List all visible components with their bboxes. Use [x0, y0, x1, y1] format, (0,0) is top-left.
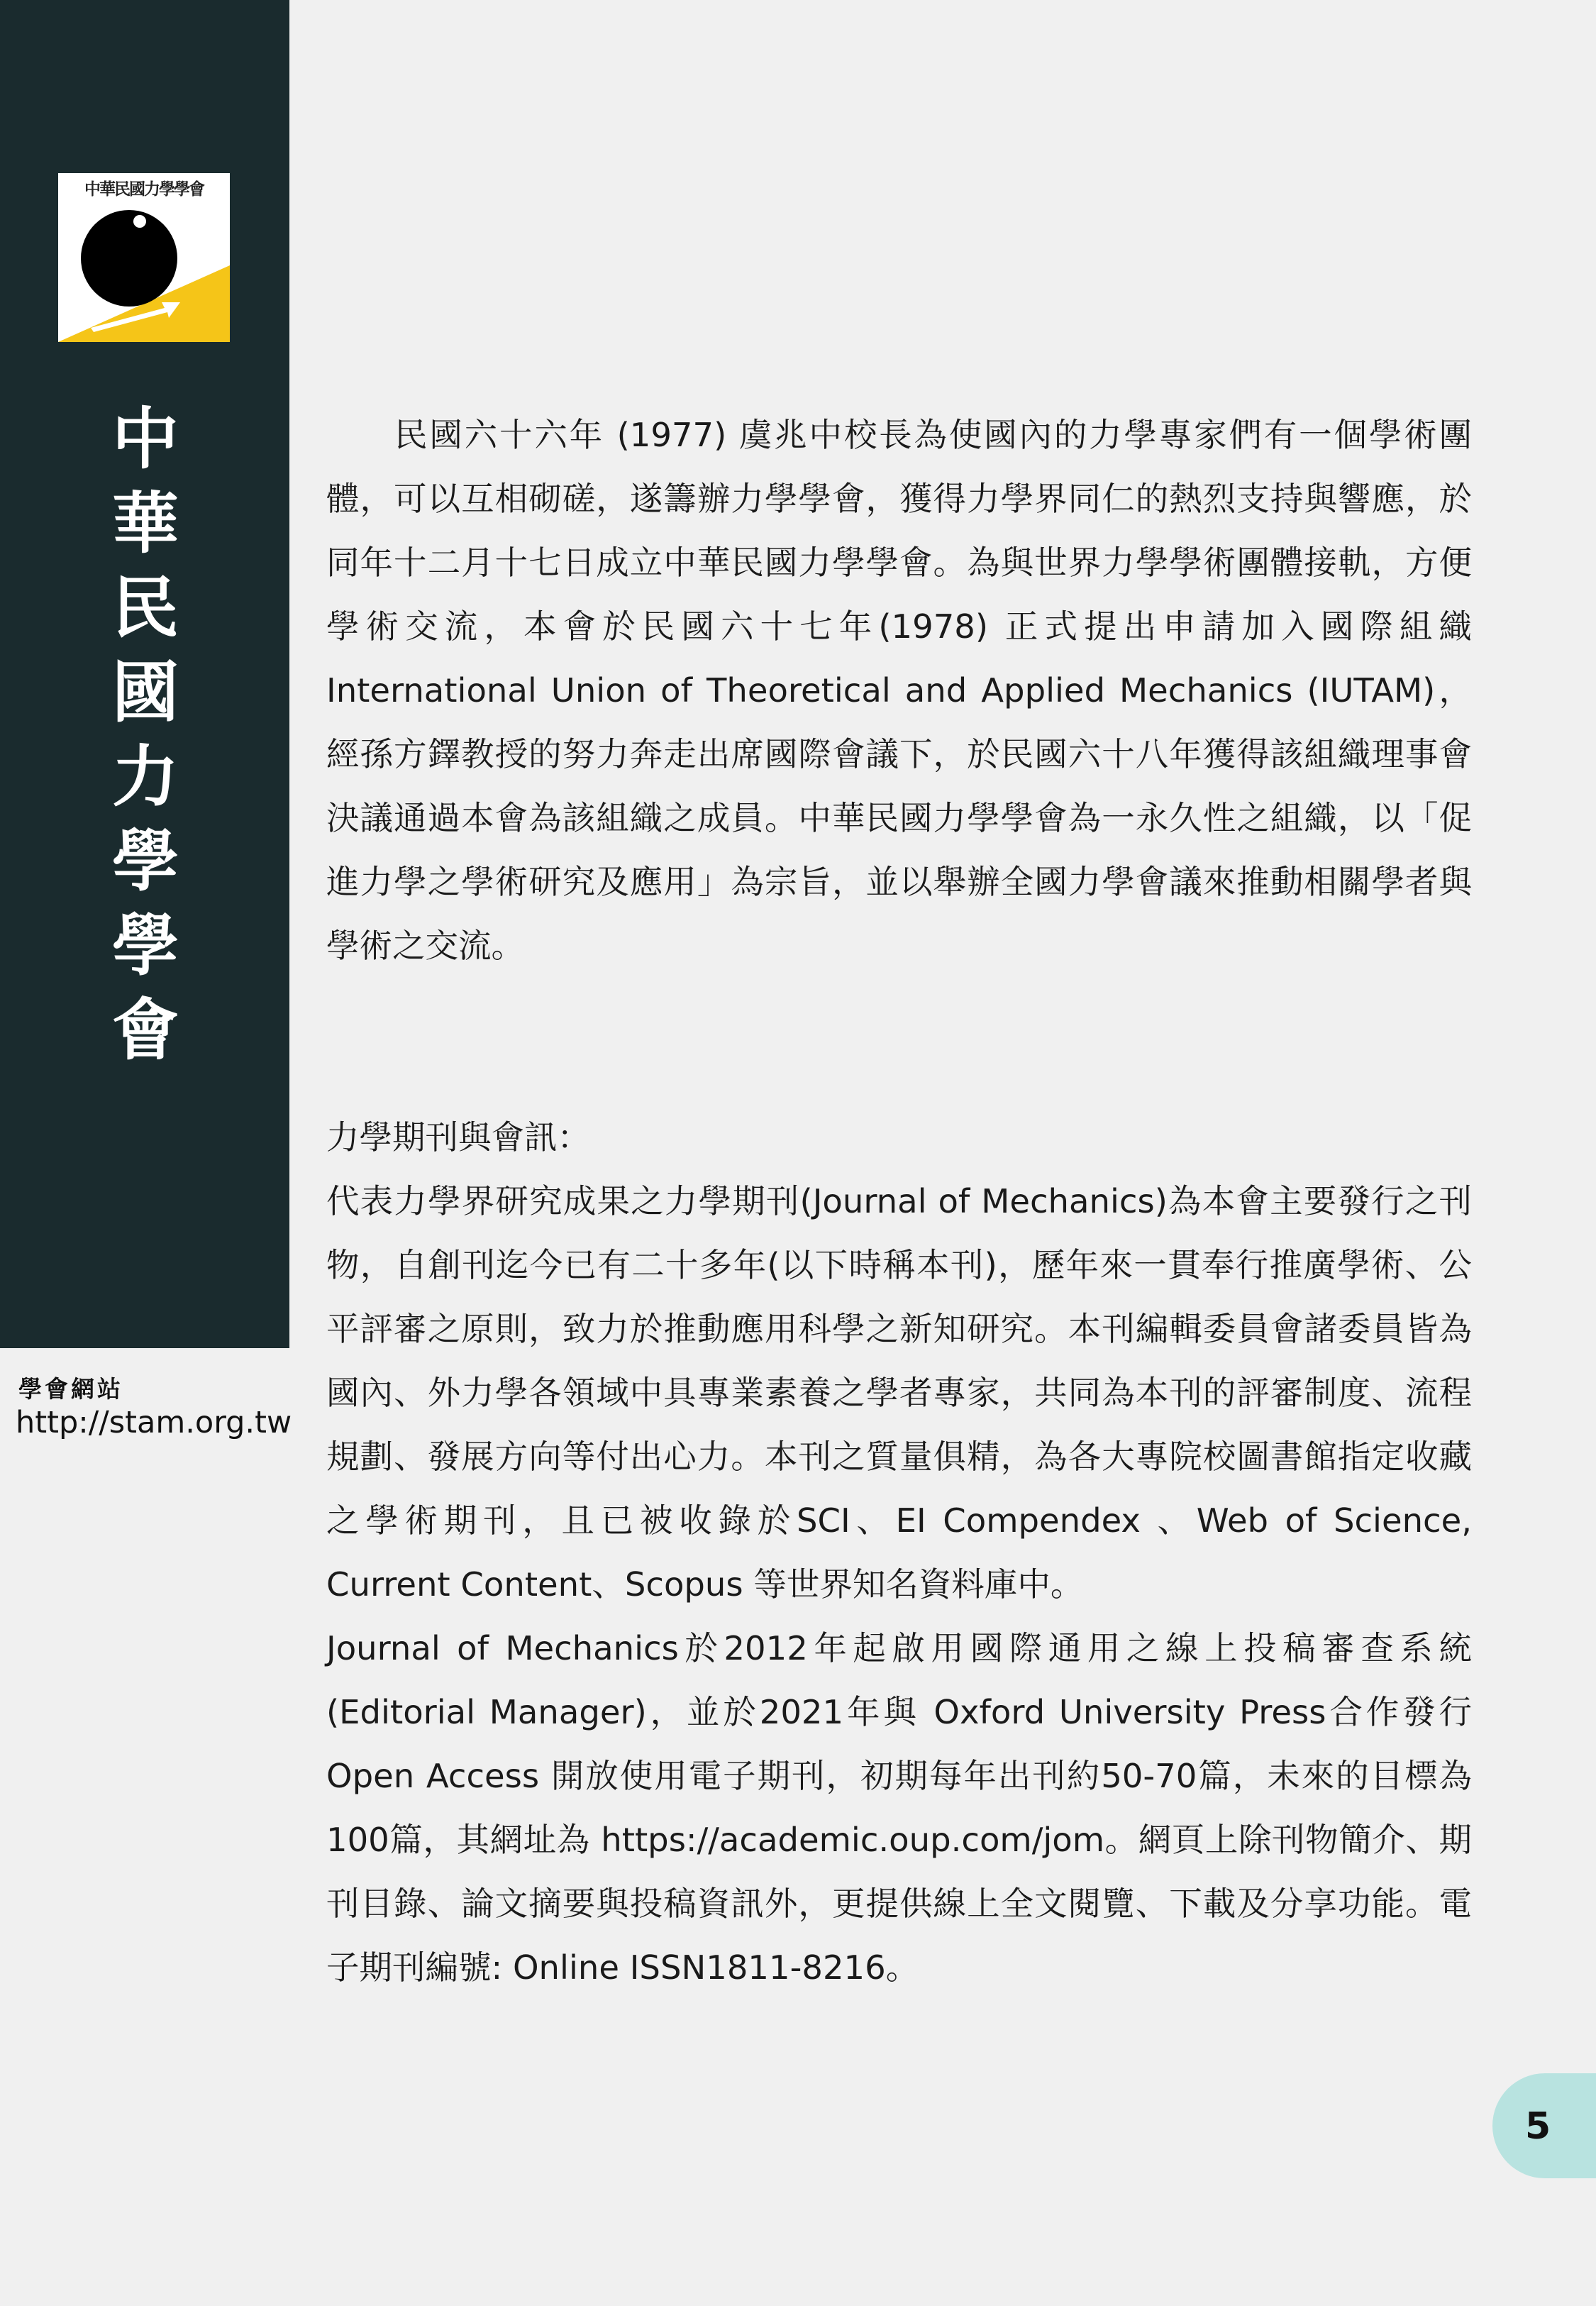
society-logo	[58, 173, 230, 342]
page-number: 5	[1525, 2105, 1551, 2148]
website-link[interactable]: http://stam.org.tw	[16, 1405, 292, 1440]
society-title: 中華民國力學學會	[111, 400, 179, 1069]
sidebar	[0, 0, 289, 1348]
section-heading: 力學期刊與會訊：	[326, 1118, 590, 1157]
section-gap	[326, 978, 1472, 1105]
logo-text: 中華民國力學學會	[84, 180, 204, 199]
main-content	[326, 403, 1472, 1999]
history-paragraph: 民國六十六年 (1977) 虞兆中校長為使國內的力學專家們有一個學術團體，可以互相砌磋，遂籌辦力學學會，獲得力學界同仁的熱烈支持與響應，於同年十二月十七日成立中華民國力學學會。為與世界力學學術團體接軌，方便學術交流，本會於民國六十七年(1978) 正式提出申請加入國際組織 International Union of Theoretical and Applied Mechanics (IUTAM)，經孫方鐸教授的努力奔走出席國際會議下，於民國六十八年獲得該組織理事會決議通過本會為該組織之成員。中華民國力學學會為一永久性之組織，以「促進力學之學術研究及應用」為宗旨，並以舉辦全國力學會議來推動相關學者與學術之交流。	[326, 416, 1472, 965]
journal-paragraph: 代表力學界研究成果之力學期刊(Journal of Mechanics)為本會主要發行之刊物，自創刊迄今已有二十多年(以下時稱本刊)，歷年來一貫奉行推廣學術、公平評審之原則，致力於推動應用科學之新知研究。本刊編輯委員會諸委員皆為國內、外力學各領域中具專業素養之學者專家，共同為本刊的評審制度、流程規劃、發展方向等付出心力。本刊之質量俱精，為各大專院校圖書館指定收藏之學術期刊，且已被收錄於SCI、EI Compendex 、Web of Science, Current Content、Scopus 等世界知名資料庫中。	[326, 1182, 1472, 1604]
website-label: 學會網站	[18, 1375, 123, 1403]
online-journal-paragraph: Journal of Mechanics於2012年起啟用國際通用之線上投稿審查系統(Editorial Manager)，並於2021年與 Oxford University Press合作發行Open Access 開放使用電子期刊，初期每年出刊約50-70篇，未來的目標為100篇，其網址為 https://academic.oup.com/jom。網頁上除刊物簡介、期刊目錄、論文摘要與投稿資訊外，更提供線上全文閱覽、下載及分享功能。電子期刊編號: Online ISSN1811-8216。	[326, 1629, 1472, 1987]
